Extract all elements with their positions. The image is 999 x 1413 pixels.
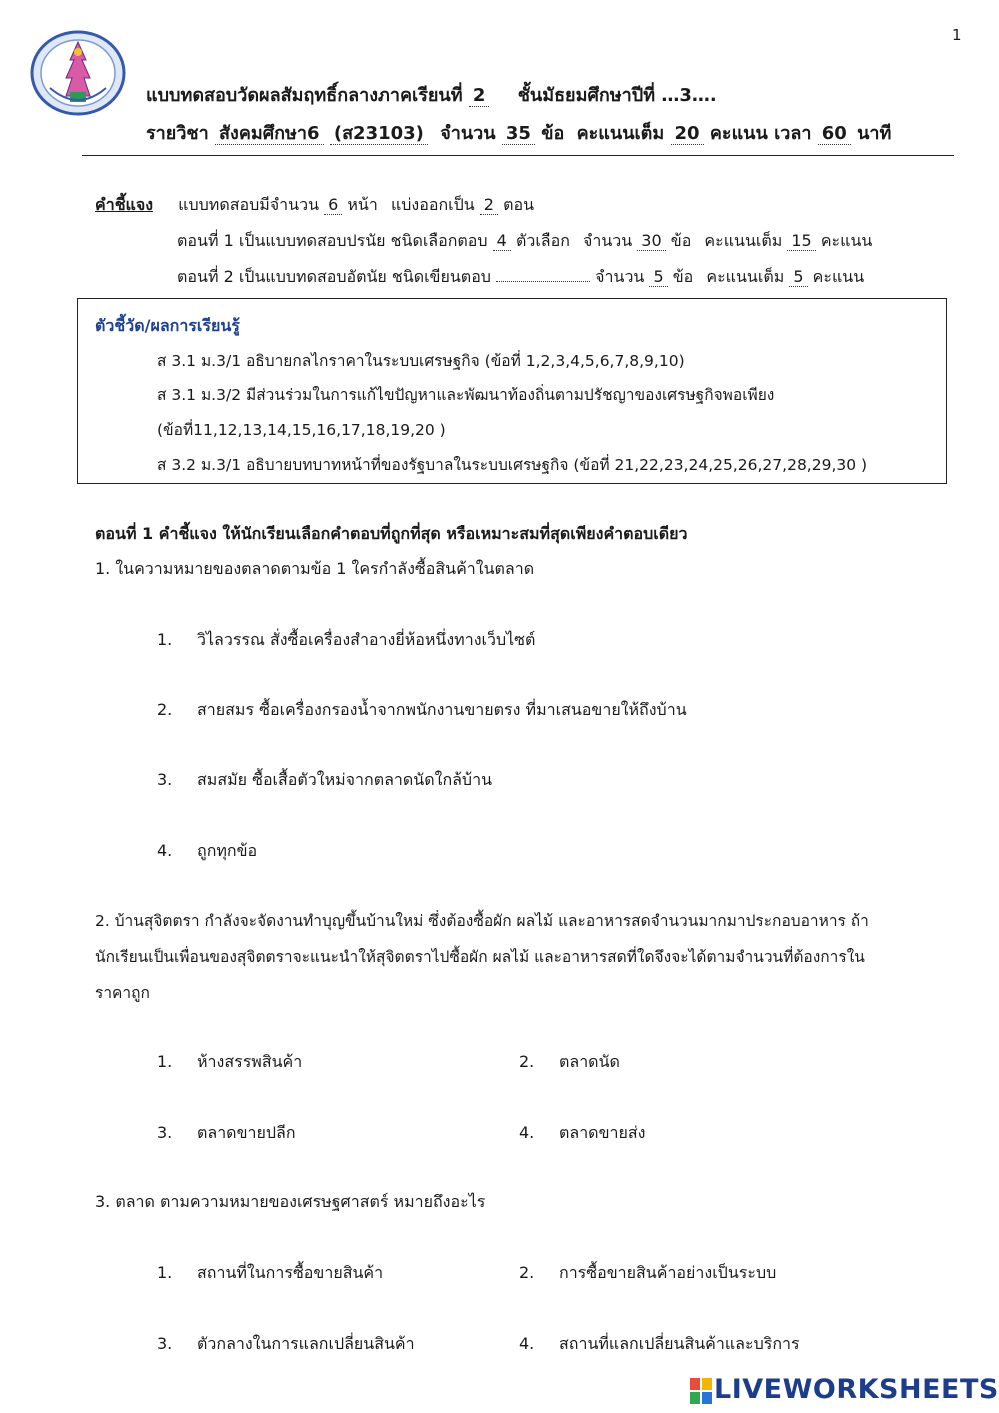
instructions-text: ข้อ: [672, 267, 694, 286]
option-text: ตลาดนัด: [559, 1052, 620, 1071]
option-text: สมสมัย ซื้อเสื้อตัวใหม่จากตลาดนัดใกล้บ้าน: [197, 770, 493, 789]
score-unit: คะแนน: [709, 123, 768, 144]
grade-value: …3….: [661, 85, 717, 106]
q3-option-3[interactable]: [157, 1332, 415, 1357]
instructions-text: ข้อ: [670, 231, 692, 250]
instructions-text: ตอนที่ 1 เป็นแบบทดสอบปรนัย ชนิดเลือกตอบ: [177, 231, 488, 250]
indicators-title: ตัวชี้วัด/ผลการเรียนรู้: [95, 316, 240, 335]
blank-fill: [496, 281, 590, 282]
page-number: 1: [952, 26, 962, 44]
q3-option-1[interactable]: [157, 1261, 383, 1286]
part2-score: 5: [789, 267, 807, 287]
option-number: 2.: [519, 1263, 535, 1282]
instructions-line-1: [95, 193, 534, 218]
option-text: สถานที่แลกเปลี่ยนสินค้าและบริการ: [559, 1334, 800, 1353]
option-text: วิไลวรรณ สั่งซื้อเครื่องสำอางยี่ห้อหนึ่งทางเว็บไซต์: [197, 630, 536, 649]
instructions-line-3: [177, 265, 864, 290]
time-value: 60: [818, 123, 851, 145]
indicator-line: ส 3.1 ม.3/2 มีส่วนร่วมในการแก้ไขปัญหาและพัฒนาท้องถิ่นตามปรัชญาของเศรษฐกิจพอเพียง: [157, 386, 775, 404]
subject-label: รายวิชา: [146, 123, 209, 144]
choice-count: 4: [493, 231, 511, 251]
exam-title-line: [146, 80, 717, 109]
part1-count: 30: [637, 231, 665, 251]
instructions-text: ตอน: [503, 195, 534, 214]
time-label: เวลา: [774, 123, 812, 144]
semester-value: 2: [469, 85, 490, 107]
school-emblem-logo: [30, 30, 126, 116]
question-2-text-line: ราคาถูก: [95, 984, 150, 1002]
part1-title: ตอนที่ 1 คำชี้แจง ให้นักเรียนเลือกคำตอบที่ถูกที่สุด หรือเหมาะสมที่สุดเพียงคำตอบเดียว: [95, 524, 688, 543]
question-2-text-line: 2. บ้านสุจิตตรา กำลังจะจัดงานทำบุญขึ้นบ้านใหม่ ซึ่งต้องซื้อผัก ผลไม้ และอาหารสดจำนวนมากมาประกอบอาหาร ถ้า: [95, 912, 869, 930]
indicator-line: ส 3.2 ม.3/1 อธิบายบทบาทหน้าที่ของรัฐบาลในระบบเศรษฐกิจ (ข้อที่ 21,22,23,24,25,26,27,28,29,30 ): [157, 456, 868, 474]
question-2-text-line: นักเรียนเป็นเพื่อนของสุจิตตราจะแนะนำให้สุจิตตราไปซื้อผัก ผลไม้ และอาหารสดที่ใดจึงจะได้ตามจำนวนที่ต้องการใน: [95, 948, 865, 966]
exam-title: แบบทดสอบวัดผลสัมฤทธิ์กลางภาคเรียนที่: [146, 85, 463, 106]
q2-option-2[interactable]: [519, 1050, 620, 1075]
indicator-line: ส 3.1 ม.3/1 อธิบายกลไกราคาในระบบเศรษฐกิจ (ข้อที่ 1,2,3,4,5,6,7,8,9,10): [157, 352, 685, 370]
option-number: 4.: [519, 1334, 535, 1353]
option-number: 1.: [157, 1263, 173, 1282]
q1-option-2[interactable]: [157, 698, 687, 723]
question-1-text: 1. ในความหมายของตลาดตามข้อ 1 ใครกำลังซื้อสินค้าในตลาด: [95, 559, 535, 578]
instructions-text: คะแนน: [820, 231, 873, 250]
instructions-label: คำชี้แจง: [95, 195, 154, 214]
liveworksheets-logo-icon: [690, 1378, 712, 1404]
instructions-text: คะแนนเต็ม: [706, 267, 785, 286]
score-label: คะแนนเต็ม: [576, 123, 665, 144]
option-number: 1.: [157, 1052, 173, 1071]
instructions-text: หน้า: [347, 195, 378, 214]
option-text: ตลาดขายส่ง: [559, 1123, 646, 1142]
option-text: ตัวกลางในการแลกเปลี่ยนสินค้า: [197, 1334, 415, 1353]
item-unit: ข้อ: [541, 123, 565, 144]
q3-option-2[interactable]: [519, 1261, 776, 1286]
option-number: 1.: [157, 630, 173, 649]
option-number: 2.: [157, 700, 173, 719]
option-number: 3.: [157, 1334, 173, 1353]
instructions-text: ตอนที่ 2 เป็นแบบทดสอบอัตนัย ชนิดเขียนตอบ: [177, 267, 491, 286]
grade-label: ชั้นมัธยมศึกษาปีที่: [517, 85, 656, 106]
instructions-text: แบ่งออกเป็น: [390, 195, 475, 214]
option-text: ตลาดขายปลีก: [197, 1123, 296, 1142]
part1-score: 15: [787, 231, 815, 251]
liveworksheets-watermark: [690, 1374, 999, 1405]
option-number: 4.: [519, 1123, 535, 1142]
option-number: 3.: [157, 1123, 173, 1142]
part-count: 2: [480, 195, 498, 215]
watermark-text: LIVEWORKSHEETS: [714, 1374, 999, 1405]
indicator-line: (ข้อที่11,12,13,14,15,16,17,18,19,20 ): [157, 421, 446, 439]
question-3-text: 3. ตลาด ตามความหมายของเศรษฐศาสตร์ หมายถึงอะไร: [95, 1192, 486, 1211]
q1-option-3[interactable]: [157, 768, 492, 793]
part2-count: 5: [649, 267, 667, 287]
q3-option-4[interactable]: [519, 1332, 800, 1357]
option-text: การซื้อขายสินค้าอย่างเป็นระบบ: [559, 1263, 777, 1282]
instructions-text: จำนวน: [582, 231, 633, 250]
option-text: สถานที่ในการซื้อขายสินค้า: [197, 1263, 384, 1282]
count-label: จำนวน: [440, 123, 496, 144]
q1-option-1[interactable]: [157, 628, 535, 653]
subject-value: สังคมศึกษา6: [215, 123, 324, 145]
instructions-text: จำนวน: [595, 267, 645, 286]
instructions-text: แบบทดสอบมีจำนวน: [178, 195, 319, 214]
page-count: 6: [324, 195, 342, 215]
item-count: 35: [502, 123, 535, 145]
q1-option-4[interactable]: [157, 839, 257, 864]
option-text: ถูกทุกข้อ: [197, 841, 258, 860]
option-number: 3.: [157, 770, 173, 789]
subject-code: (ส23103): [330, 123, 428, 145]
q2-option-4[interactable]: [519, 1121, 645, 1146]
exam-subject-line: [146, 118, 891, 147]
instructions-line-2: [177, 229, 872, 254]
option-number: 2.: [519, 1052, 535, 1071]
option-number: 4.: [157, 841, 173, 860]
instructions-text: ตัวเลือก: [515, 231, 570, 250]
full-score: 20: [671, 123, 704, 145]
time-unit: นาที: [857, 123, 892, 144]
q2-option-3[interactable]: [157, 1121, 296, 1146]
option-text: ห้างสรรพสินค้า: [197, 1052, 303, 1071]
instructions-text: คะแนนเต็ม: [704, 231, 783, 250]
instructions-text: คะแนน: [812, 267, 865, 286]
option-text: สายสมร ซื้อเครื่องกรองน้ำจากพนักงานขายตรง ที่มาเสนอขายให้ถึงบ้าน: [197, 700, 687, 719]
q2-option-1[interactable]: [157, 1050, 302, 1075]
header-divider: [82, 155, 954, 156]
